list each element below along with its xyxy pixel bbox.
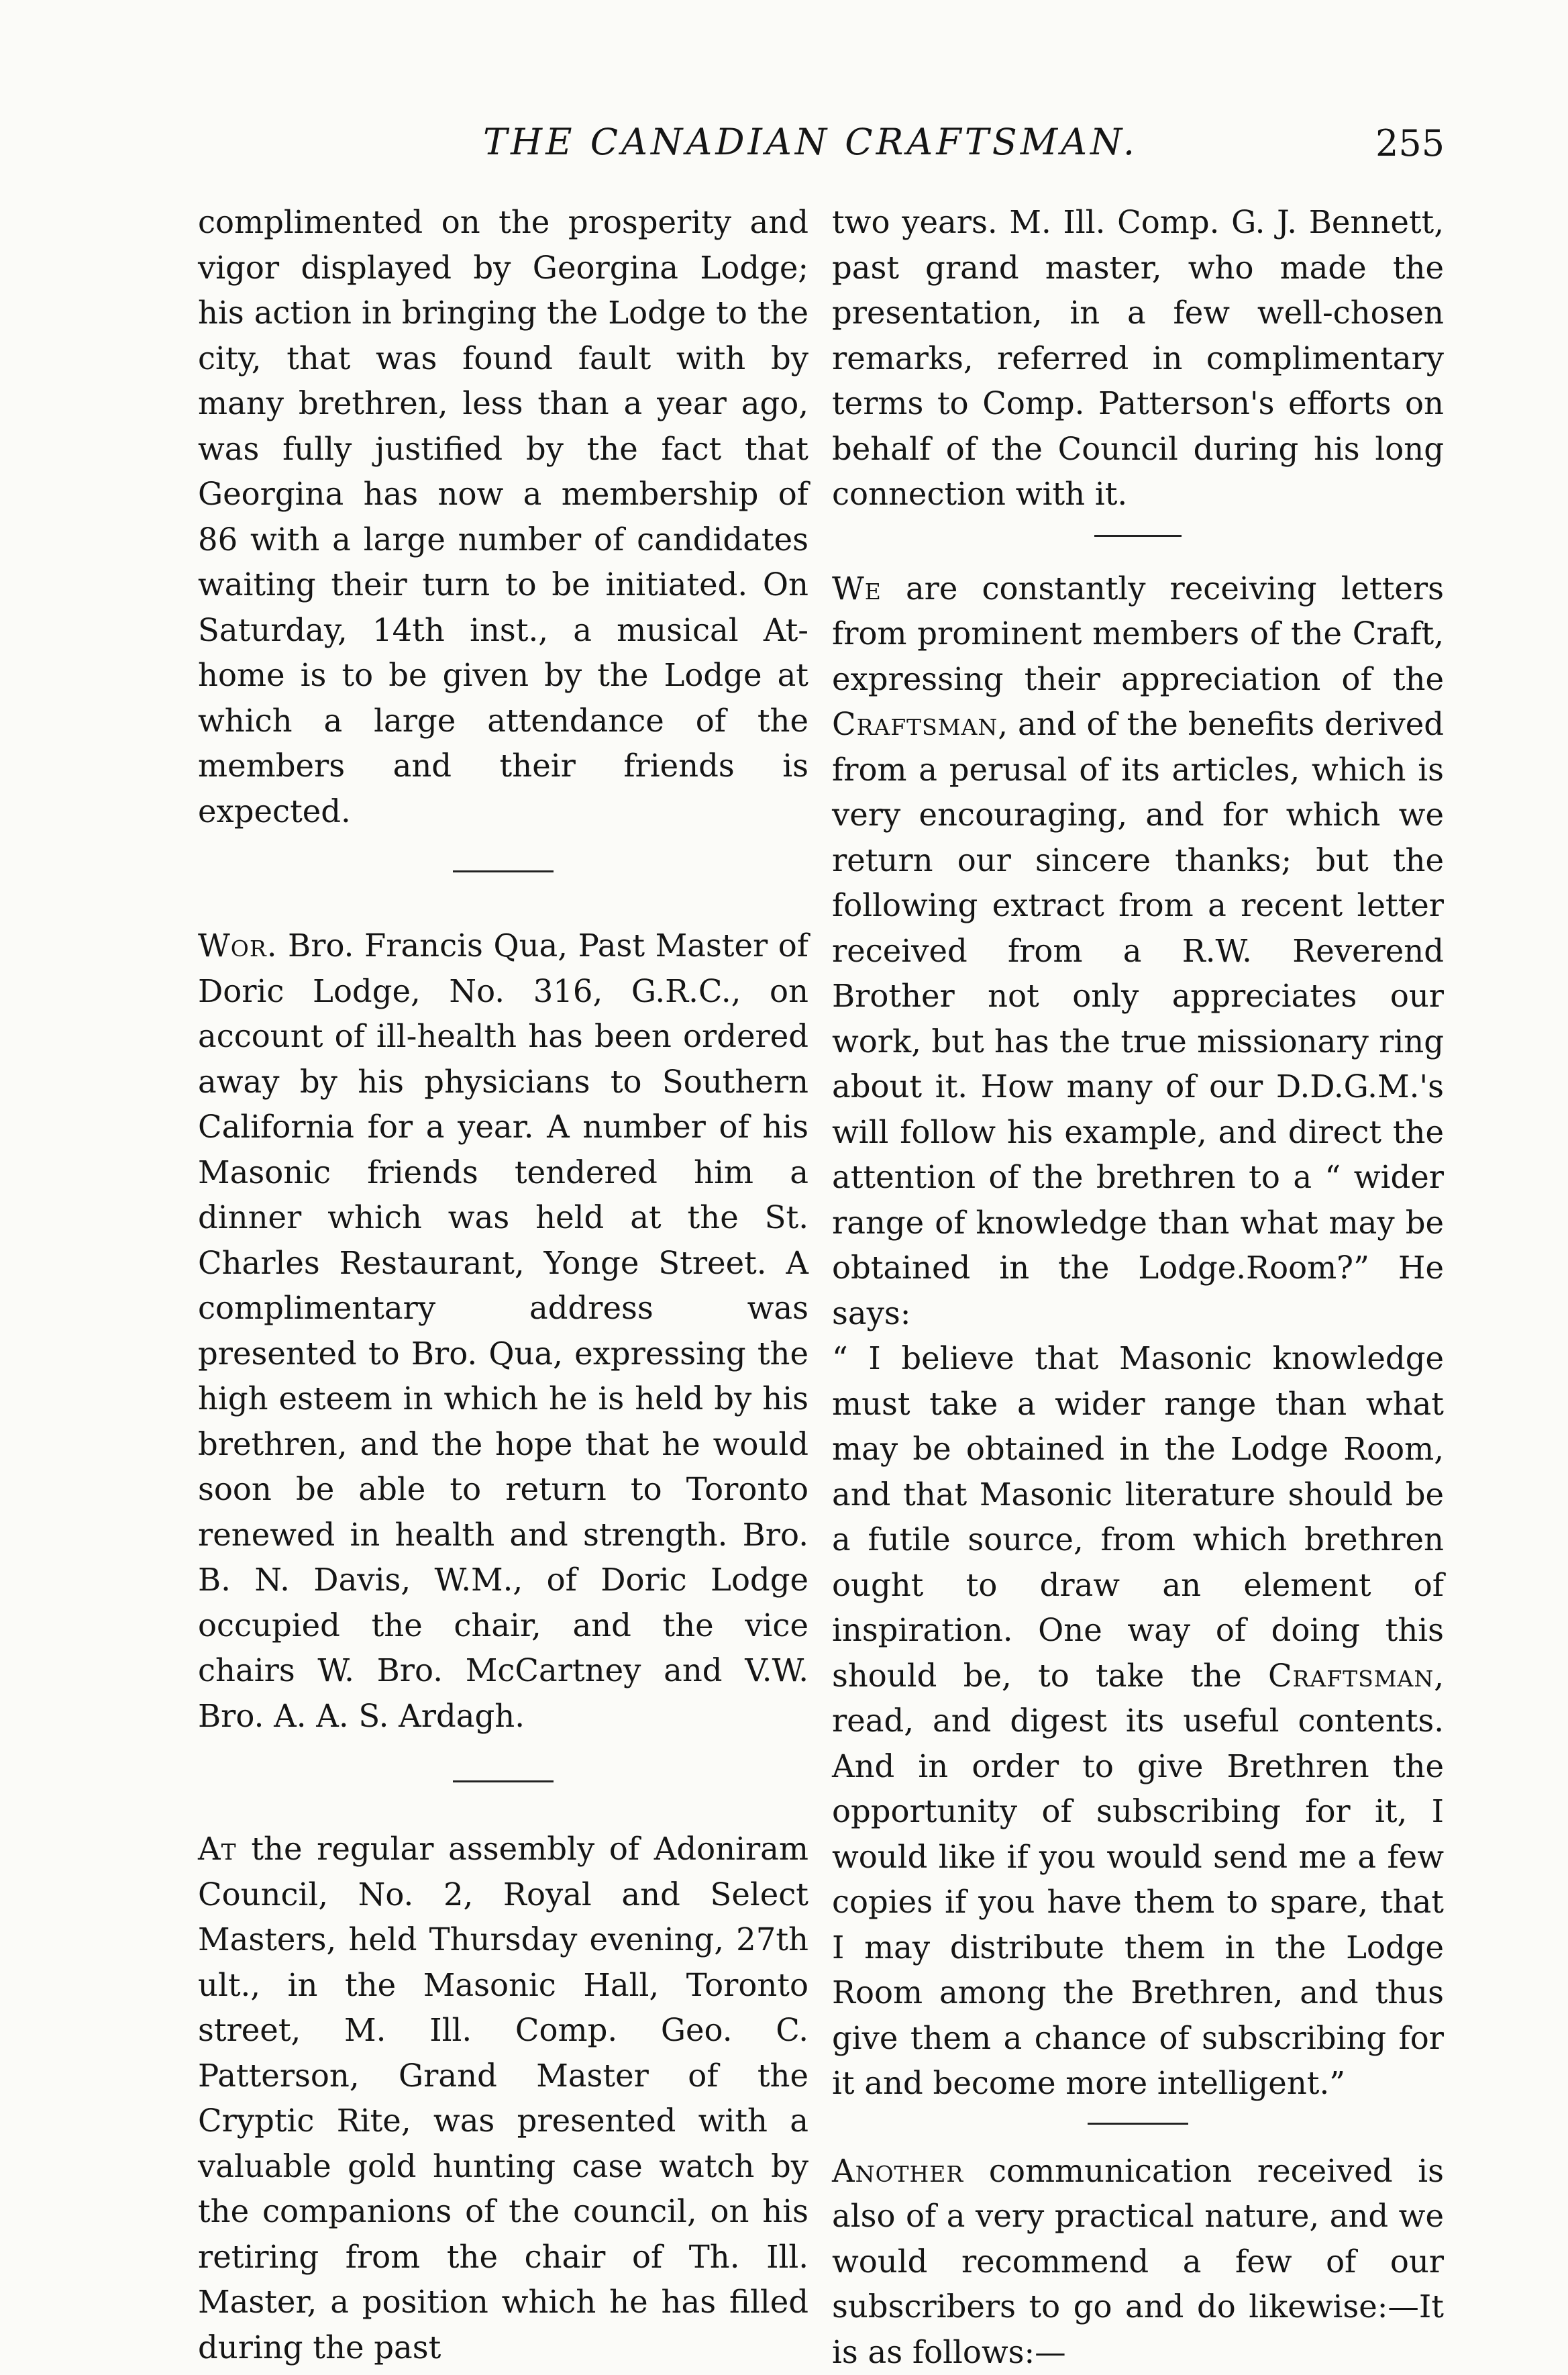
another-communication-paragraph: [832, 2149, 1444, 2375]
section-divider: [1094, 535, 1182, 537]
paragraph-text: complimented on the prosperity and vigor displayed by Georgina Lodge; his action in bringing the Lodge to the city, that was found fault with by many brethren, less than a year ago, was fully justified by the fact that Georgina has now a membership of 86 with a large number of candidates waiting their turn to be initiated. On Saturday, 14th inst., a musical At-home is to be given by the Lodge at which a large attendance of the members and their friends is expected.: [198, 204, 808, 829]
paragraph-text: are constantly receiving letters from prominent members of the Craft, expressing their appreciation of the: [832, 570, 1444, 697]
letters-paragraph: [832, 566, 1444, 1337]
craftsman-name: Craftsman: [1268, 1658, 1434, 1694]
running-title: THE CANADIAN CRAFTSMAN.: [483, 121, 1138, 163]
section-divider: [453, 870, 554, 872]
paragraph-text: , and of the benefits derived from a perusal of its articles, which is very encouraging, and for which we return our sincere thanks; but the following extract from a recent letter received from a R.W. Reverend Brother not only appreciates our work, but has the true missionary ring about it. How many of our D.D.G.M.'s will follow his example, and direct the attention of the brethren to a “ wider range of knowledge than what may be obtained in the Lodge.Room?” He says:: [832, 706, 1444, 1331]
paragraph-lead: We: [832, 570, 882, 607]
paragraph-lead: At: [198, 1831, 237, 1867]
adoniram-council-paragraph: [198, 1827, 808, 2370]
patterson-presentation-paragraph: [832, 200, 1444, 517]
quote-text: , read, and digest its useful contents. And in order to give Brethren the opportunity of subscribing for it, I would like if you would send me a few copies if you have them to spare, that I may distribute them in the Lodge Room among the Brethren, and thus give them a chance of subscribing for it and become more intelligent.”: [832, 1658, 1444, 2102]
francis-qua-paragraph: [198, 923, 808, 1739]
left-column: [198, 200, 808, 2370]
paragraph-text: communication received is also of a very practical nature, and we would recommend a few of our subscribers to go and do likewise:—It is as follows:—: [832, 2153, 1444, 2370]
quote-text: “ I believe that Masonic knowledge must take a wider range than what may be obtained in the Lodge Room, and that Masonic literature should be a futile source, from which brethren ought to draw an element of inspiration. One way of doing this should be, to take the: [832, 1340, 1444, 1694]
section-divider: [453, 1780, 554, 1782]
craftsman-name: Craftsman: [832, 706, 998, 742]
paragraph-text: Bro. Francis Qua, Past Master of Doric Lodge, No. 316, G.R.C., on account of ill-health has been ordered away by his physicians to Southern California for a year. A number of his Masonic friends tendered him a dinner which was held at the St. Charles Restaurant, Yonge Street. A complimentary address was presented to Bro. Qua, expressing the high esteem in which he is held by his brethren, and the hope that he would soon be able to return to Toronto renewed in health and strength. Bro. B. N. Davis, W.M., of Doric Lodge occupied the chair, and the vice chairs W. Bro. McCartney and V.W. Bro. A. A. S. Ardagh.: [198, 927, 808, 1734]
right-column: [832, 200, 1444, 2375]
paragraph-lead: Wor.: [198, 927, 277, 964]
paragraph-text: the regular assembly of Adoniram Council, No. 2, Royal and Select Masters, held Thursday evening, 27th ult., in the Masonic Hall, Toronto street, M. Ill. Comp. Geo. C. Patterson, Grand Master of the Cryptic Rite, was presented with a valuable gold hunting case watch by the companions of the council, on his retiring from the chair of Th. Ill. Master, a position which he has filled during the past: [198, 1831, 808, 2366]
section-divider: [1088, 2123, 1188, 2125]
georgina-lodge-paragraph: [198, 200, 808, 834]
paragraph-text: two years. M. Ill. Comp. G. J. Bennett, past grand master, who made the presentation, in a few well-chosen remarks, referred in complimentary terms to Comp. Patterson's efforts on behalf of the Council during his long connection with it.: [832, 204, 1444, 512]
page-number: 255: [1375, 122, 1445, 164]
paragraph-lead: Another: [832, 2153, 963, 2189]
brother-letter-quote: [832, 1336, 1444, 2107]
